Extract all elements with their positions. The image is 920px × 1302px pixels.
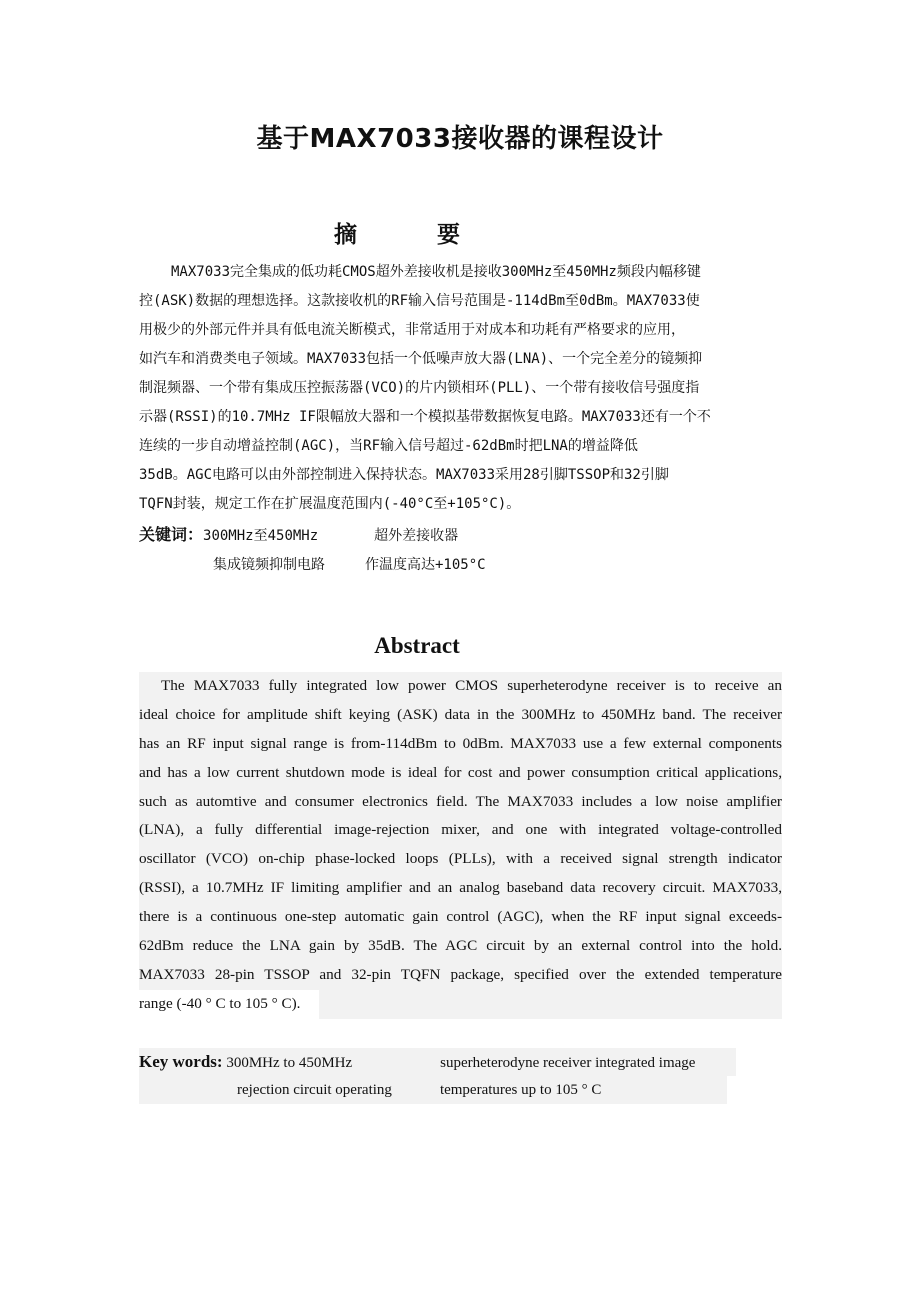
chinese-keywords — [139, 520, 789, 580]
keyword: rejection circuit operating — [237, 1082, 392, 1098]
english-abstract-line: oscillator (VCO) on-chip phase-locked loops (PLLs), with a received signal strength indicator — [139, 850, 782, 868]
chinese-abstract-line: 示器(RSSI)的10.7MHz IF限幅放大器和一个模拟基带数据恢复电路。MAX7033还有一个不 — [139, 409, 711, 425]
keyword: 超外差接收器 — [374, 528, 459, 544]
english-abstract-line: and has a low current shutdown mode is ideal for cost and power consumption critical applications, — [139, 763, 782, 781]
english-keywords-label: Key words: — [139, 1052, 223, 1071]
keyword: temperatures up to 105 ° C — [439, 1082, 602, 1098]
chinese-abstract-line: 如汽车和消费类电子领域。MAX7033包括一个低噪声放大器(LNA)、一个完全差分的镜频抑 — [139, 351, 703, 367]
chinese-abstract-line: 控(ASK)数据的理想选择。这款接收机的RF输入信号范围是-114dBm至0dBm。MAX7033使 — [139, 293, 700, 309]
english-abstract-line: (RSSI), a 10.7MHz IF limiting amplifier and an analog baseband data recovery circuit. MAX7033, — [139, 879, 782, 897]
english-abstract-line: there is a continuous one-step automatic gain control (AGC), when the RF input signal exceeds- — [139, 908, 782, 926]
english-abstract-line: range (-40 ° C to 105 ° C). — [139, 990, 319, 1019]
document-title: 基于MAX7033接收器的课程设计 — [256, 124, 664, 154]
english-abstract-line: The MAX7033 fully integrated low power CMOS superheterodyne receiver is to receive an — [161, 677, 782, 694]
chinese-abstract-line: 制混频器、一个带有集成压控振荡器(VCO)的片内锁相环(PLL)、一个带有接收信号强度指 — [139, 380, 700, 396]
chinese-keywords-label: 关键词： — [139, 525, 204, 544]
chinese-abstract-line: 用极少的外部元件并具有低电流关断模式，非常适用于对成本和功耗有严格要求的应用， — [139, 322, 685, 338]
english-abstract-line: has an RF input signal range is from-114dBm to 0dBm. MAX7033 use a few external components — [139, 734, 782, 752]
keyword: 集成镜频抑制电路 — [213, 557, 325, 573]
chinese-abstract-line: TQFN封装，规定工作在扩展温度范围内(-40°C至+105°C)。 — [139, 496, 521, 512]
chinese-abstract-body — [139, 258, 789, 519]
chinese-abstract-line: 35dB。AGC电路可以由外部控制进入保持状态。MAX7033采用28引脚TSSOP和32引脚 — [139, 467, 669, 483]
english-abstract-body — [139, 672, 782, 1019]
english-abstract-heading: Abstract — [374, 633, 460, 658]
chinese-abstract-line: 连续的一步自动增益控制(AGC)，当RF输入信号超过-62dBm时把LNA的增益降低 — [139, 438, 638, 454]
chinese-abstract-line: MAX7033完全集成的低功耗CMOS超外差接收机是接收300MHz至450MHz频段内幅移键 — [171, 264, 701, 280]
english-keywords — [139, 1048, 782, 1104]
english-abstract-line: MAX7033 28-pin TSSOP and 32-pin TQFN package, specified over the extended temperature — [139, 965, 782, 983]
keyword: superheterodyne receiver integrated image — [440, 1055, 696, 1071]
english-abstract-line: ideal choice for amplitude shift keying (ASK) data in the 300MHz to 450MHz band. The receiver — [139, 705, 782, 723]
keyword: 300MHz to 450MHz — [226, 1055, 353, 1071]
english-abstract-line: such as automtive and consumer electronics field. The MAX7033 includes a low noise amplifier — [139, 792, 782, 810]
keyword: 作温度高达+105°C — [365, 557, 486, 573]
keyword: 300MHz至450MHz — [203, 528, 319, 544]
english-abstract-line: 62dBm reduce the LNA gain by 35dB. The AGC circuit by an external control into the hold. — [139, 937, 782, 955]
english-abstract-line: (LNA), a fully differential image-rejection mixer, and one with integrated voltage-controlled — [139, 821, 782, 839]
chinese-abstract-heading: 摘 要 — [333, 222, 496, 248]
